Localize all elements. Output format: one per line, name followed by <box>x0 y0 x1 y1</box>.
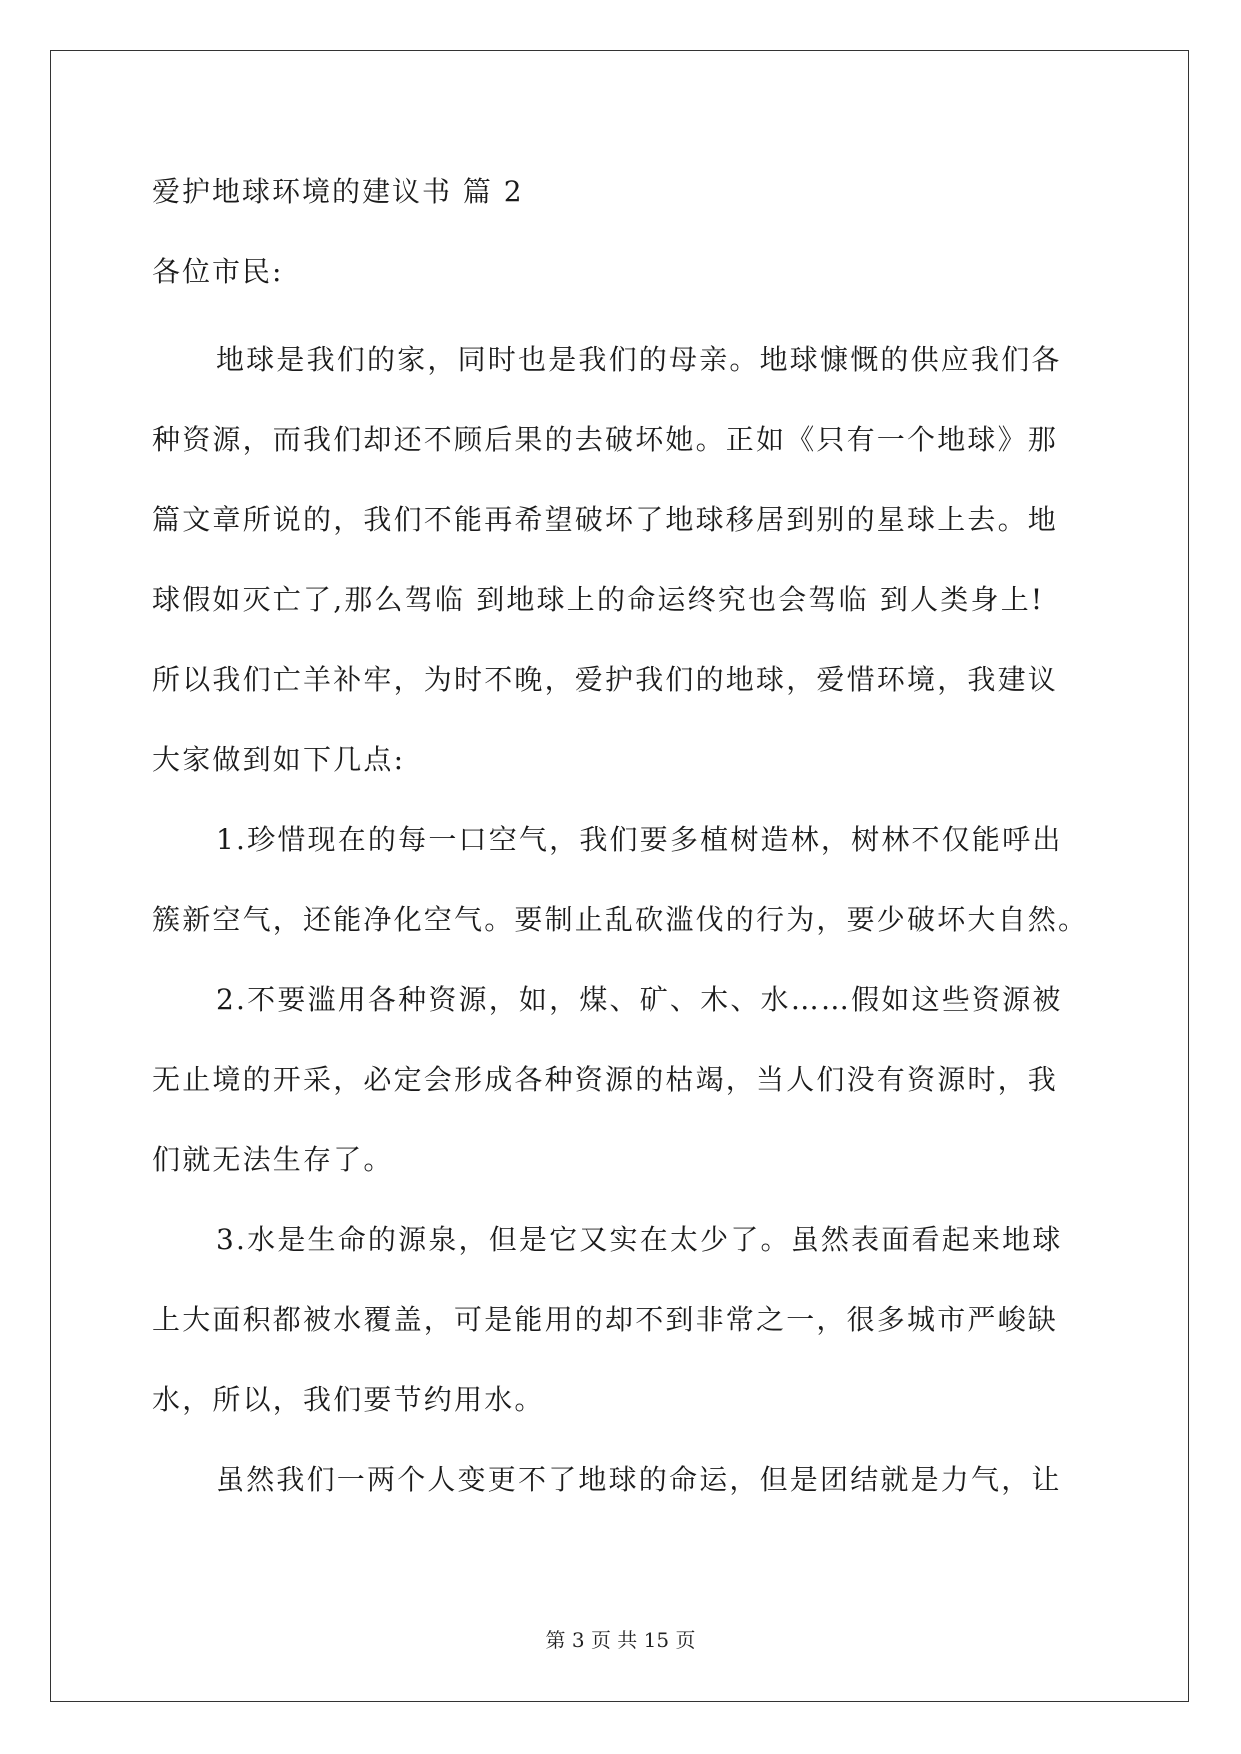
body-line: 大家做到如下几点: <box>152 743 406 776</box>
body-line: 上大面积都被水覆盖，可是能用的却不到非常之一，很多城市严峻缺 <box>152 1303 1059 1336</box>
document-title: 爱护地球环境的建议书 篇 2 <box>152 175 524 208</box>
body-line: 球假如灭亡了,那么驾临 到地球上的命运终究也会驾临 到人类身上! <box>152 583 1045 616</box>
salutation: 各位市民: <box>152 255 284 288</box>
body-line: 2.不要滥用各种资源，如，煤、矿、木、水……假如这些资源被 <box>216 983 1063 1016</box>
body-line: 3.水是生命的源泉，但是它又实在太少了。虽然表面看起来地球 <box>216 1223 1063 1256</box>
body-line: 无止境的开采，必定会形成各种资源的枯竭，当人们没有资源时，我 <box>152 1063 1059 1096</box>
document-body <box>152 320 1092 1520</box>
body-line: 水，所以，我们要节约用水。 <box>152 1383 545 1416</box>
body-line: 簇新空气，还能净化空气。要制止乱砍滥伐的行为，要少破坏大自然。 <box>152 903 1089 936</box>
body-line: 篇文章所说的，我们不能再希望破坏了地球移居到别的星球上去。地 <box>152 503 1059 536</box>
body-line: 所以我们亡羊补牢，为时不晚，爱护我们的地球，爱惜环境，我建议 <box>152 663 1059 696</box>
body-line: 种资源，而我们却还不顾后果的去破坏她。正如《只有一个地球》那 <box>152 423 1059 456</box>
page-footer: 第 3 页 共 15 页 <box>545 1628 696 1652</box>
body-line: 们就无法生存了。 <box>152 1143 394 1176</box>
body-line: 虽然我们一两个人变更不了地球的命运，但是团结就是力气，让 <box>216 1463 1062 1496</box>
body-line: 1.珍惜现在的每一口空气，我们要多植树造林，树林不仅能呼出 <box>216 823 1063 856</box>
body-line: 地球是我们的家，同时也是我们的母亲。地球慷慨的供应我们各 <box>216 343 1062 376</box>
